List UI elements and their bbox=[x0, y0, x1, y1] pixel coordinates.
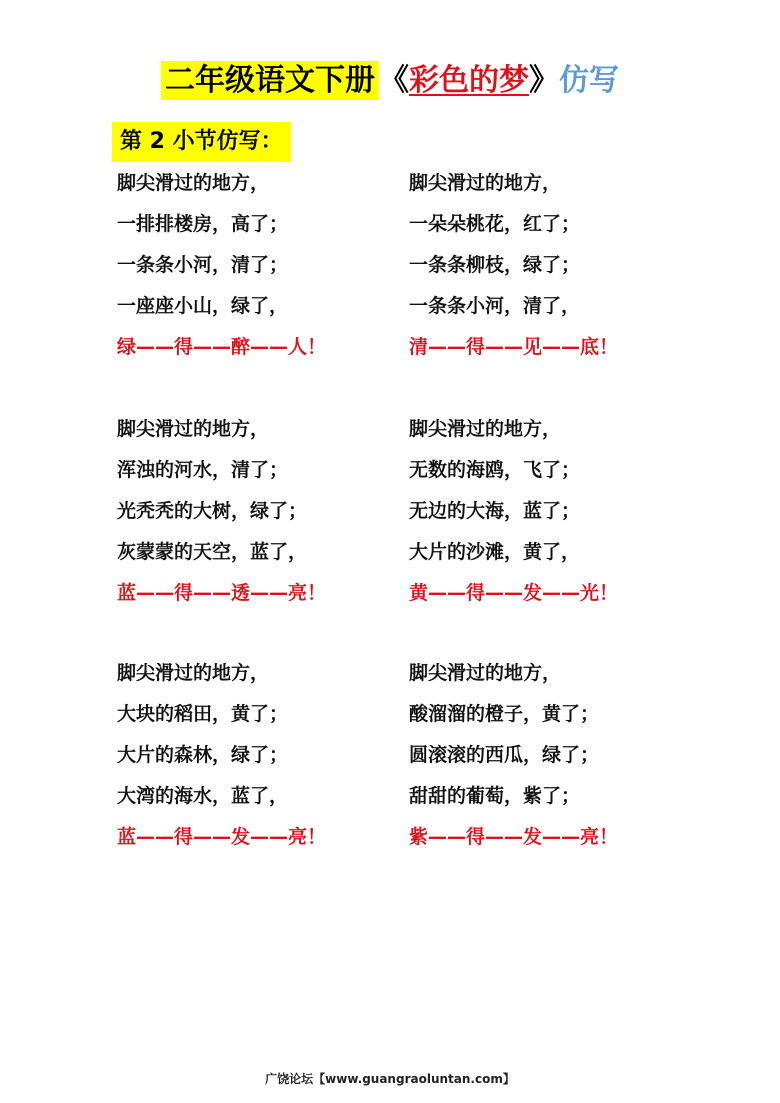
stanza-right bbox=[409, 653, 689, 858]
poem-line: 大片的森林，绿了； bbox=[117, 744, 289, 766]
poem-line: 大片的沙滩，黄了， bbox=[409, 541, 581, 563]
footer-source: 广饶论坛【www.guangraoluntan.com】 bbox=[265, 1072, 515, 1086]
poem-line: 脚尖滑过的地方， bbox=[409, 172, 562, 194]
title-suffix: 仿写 bbox=[559, 63, 619, 98]
poem-line: 浑浊的河水，清了； bbox=[117, 459, 289, 481]
poem-refrain: 黄——得——发——光！ bbox=[409, 582, 619, 604]
poem-line: 脚尖滑过的地方， bbox=[117, 172, 270, 194]
poem-refrain: 蓝——得——发——亮！ bbox=[117, 826, 327, 848]
stanza-left bbox=[117, 163, 397, 368]
poem-line: 无边的大海，蓝了； bbox=[409, 500, 581, 522]
poem-line: 大湾的海水，蓝了， bbox=[117, 785, 289, 807]
poem-line: 脚尖滑过的地方， bbox=[409, 418, 562, 440]
poem-line: 酸溜溜的橙子，黄了； bbox=[409, 703, 600, 725]
poem-line: 一条条小河，清了， bbox=[409, 295, 581, 317]
title-open-bracket: 《 bbox=[379, 63, 409, 98]
poem-line: 一条条柳枝，绿了； bbox=[409, 254, 581, 276]
poem-line: 灰蒙蒙的天空，蓝了， bbox=[117, 541, 308, 563]
poem-line: 一条条小河，清了； bbox=[117, 254, 289, 276]
stanza-right bbox=[409, 409, 689, 614]
title-close-bracket: 》 bbox=[529, 63, 559, 98]
poem-refrain: 清——得——见——底！ bbox=[409, 336, 619, 358]
title-main: 二年级语文下册 bbox=[161, 61, 379, 100]
poem-refrain: 绿——得——醉——人！ bbox=[117, 336, 327, 358]
poem-line: 光秃秃的大树，绿了； bbox=[117, 500, 308, 522]
poem-line: 脚尖滑过的地方， bbox=[409, 662, 562, 684]
title-book-name: 彩色的梦 bbox=[409, 63, 529, 98]
stanza-right bbox=[409, 163, 689, 368]
stanza-left bbox=[117, 409, 397, 614]
poem-line: 大块的稻田，黄了； bbox=[117, 703, 289, 725]
page-title bbox=[0, 56, 780, 106]
section-heading: 第 2 小节仿写： bbox=[112, 122, 291, 162]
stanza-left bbox=[117, 653, 397, 858]
poem-line: 甜甜的葡萄，紫了； bbox=[409, 785, 581, 807]
poem-line: 一排排楼房，高了； bbox=[117, 213, 289, 235]
poem-line: 圆滚滚的西瓜，绿了； bbox=[409, 744, 600, 766]
poem-line: 脚尖滑过的地方， bbox=[117, 662, 270, 684]
poem-refrain: 蓝——得——透——亮！ bbox=[117, 582, 327, 604]
poem-refrain: 紫——得——发——亮！ bbox=[409, 826, 619, 848]
poem-line: 脚尖滑过的地方， bbox=[117, 418, 270, 440]
poem-line: 一朵朵桃花，红了； bbox=[409, 213, 581, 235]
poem-line: 无数的海鸥，飞了； bbox=[409, 459, 581, 481]
poem-line: 一座座小山，绿了， bbox=[117, 295, 289, 317]
